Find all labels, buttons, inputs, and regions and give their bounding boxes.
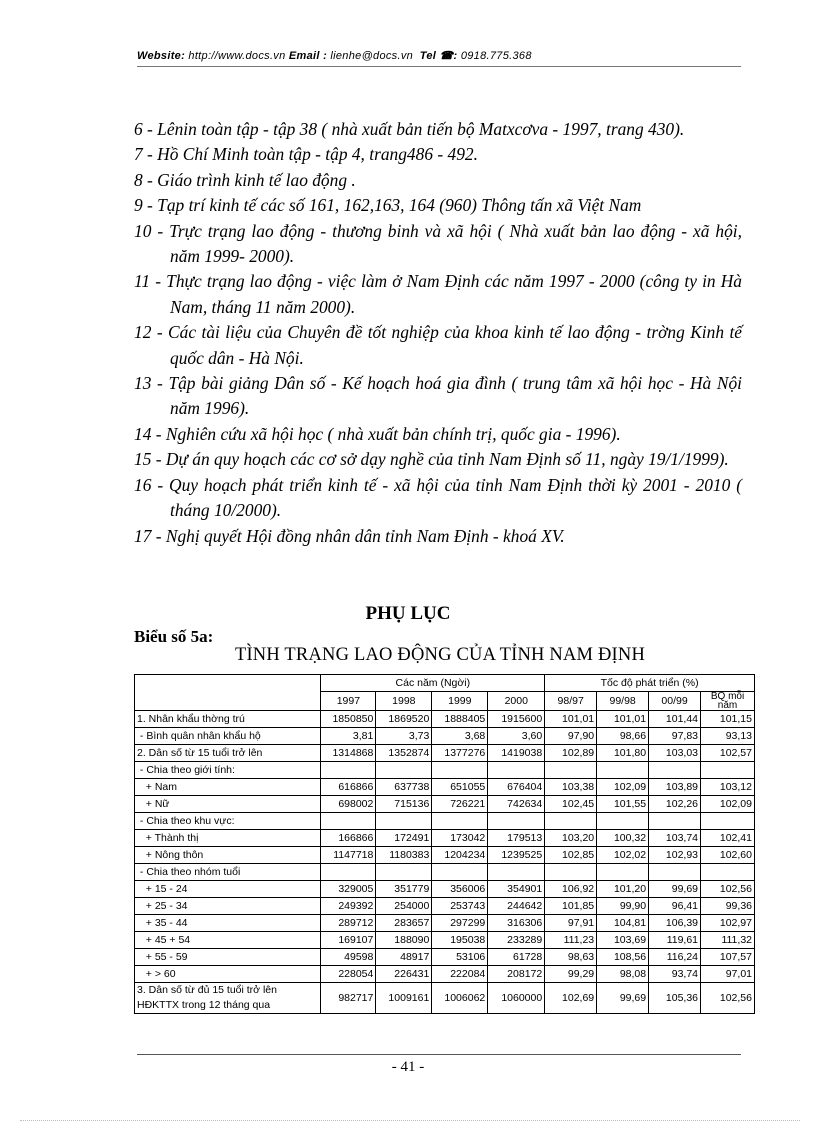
row-value: 98,63 (545, 949, 597, 966)
row-value (545, 864, 597, 881)
row-value: 102,93 (649, 847, 701, 864)
row-value: 101,20 (597, 881, 649, 898)
row-value (488, 813, 545, 830)
row-value: 1850850 (321, 711, 376, 728)
year-header: 1999 (432, 692, 488, 711)
row-value: 101,44 (649, 711, 701, 728)
row-value: 103,03 (649, 745, 701, 762)
reference-item: 10 - Trực trạng lao động - thương binh và xã hội ( Nhà xuất bản lao động - xã hội, năm 1999- 2000). (134, 220, 742, 267)
email-address[interactable]: lienhe@docs.vn (330, 50, 414, 62)
row-value: 297299 (432, 915, 488, 932)
row-value: 742634 (488, 796, 545, 813)
row-value: 1180383 (376, 847, 432, 864)
row-value: 102,56 (701, 983, 755, 1014)
row-value: 99,90 (597, 898, 649, 915)
row-value: 715136 (376, 796, 432, 813)
row-value: 244642 (488, 898, 545, 915)
row-value: 99,69 (597, 983, 649, 1014)
row-value: 1915600 (488, 711, 545, 728)
row-value: 108,56 (597, 949, 649, 966)
table-row (135, 711, 755, 728)
row-value (701, 762, 755, 779)
row-value (488, 864, 545, 881)
row-value: 233289 (488, 932, 545, 949)
row-value: 97,91 (545, 915, 597, 932)
row-value: 329005 (321, 881, 376, 898)
row-value (649, 864, 701, 881)
row-value: 173042 (432, 830, 488, 847)
row-value: 254000 (376, 898, 432, 915)
row-value: 356006 (432, 881, 488, 898)
row-value: 102,85 (545, 847, 597, 864)
row-value (432, 813, 488, 830)
row-label: 2. Dân số từ 15 tuổi trở lên (135, 745, 321, 762)
row-value: 102,09 (597, 779, 649, 796)
row-value: 166866 (321, 830, 376, 847)
row-value: 3,81 (321, 728, 376, 745)
row-value: 99,69 (649, 881, 701, 898)
header-blank (135, 675, 321, 711)
row-value (649, 813, 701, 830)
row-label: - Chia theo giới tính: (135, 762, 321, 779)
row-value: 101,15 (701, 711, 755, 728)
row-value: 97,90 (545, 728, 597, 745)
row-value (376, 864, 432, 881)
row-value: 208172 (488, 966, 545, 983)
row-value: 1006062 (432, 983, 488, 1014)
row-value: 119,61 (649, 932, 701, 949)
row-value: 169107 (321, 932, 376, 949)
row-value: 102,09 (701, 796, 755, 813)
row-label: 1. Nhân khẩu thờng trú (135, 711, 321, 728)
row-value: 283657 (376, 915, 432, 932)
row-value: 195038 (432, 932, 488, 949)
reference-item: 7 - Hồ Chí Minh toàn tập - tập 4, trang486 - 492. (134, 144, 478, 165)
row-value: 316306 (488, 915, 545, 932)
reference-item: 9 - Tạp trí kinh tế các số 161, 162,163, 164 (960) Thông tấn xã Việt Nam (134, 195, 642, 216)
table-row (135, 813, 755, 830)
email-label: Email : (288, 50, 328, 62)
row-value: 1888405 (432, 711, 488, 728)
row-value: 101,55 (597, 796, 649, 813)
row-value: 188090 (376, 932, 432, 949)
row-value: 48917 (376, 949, 432, 966)
row-value: 99,29 (545, 966, 597, 983)
row-value: 676404 (488, 779, 545, 796)
row-label: + > 60 (135, 966, 321, 983)
row-value (597, 864, 649, 881)
row-label: + 35 - 44 (135, 915, 321, 932)
row-value: 103,74 (649, 830, 701, 847)
growth-header: 98/97 (545, 692, 597, 711)
row-value (432, 864, 488, 881)
row-value: 3,73 (376, 728, 432, 745)
row-value: 96,41 (649, 898, 701, 915)
row-value: 1419038 (488, 745, 545, 762)
table-row (135, 966, 755, 983)
row-label: + 55 - 59 (135, 949, 321, 966)
tel-label: Tel ☎: (419, 50, 458, 62)
row-value: 179513 (488, 830, 545, 847)
website-url[interactable]: http://www.docs.vn (188, 50, 286, 62)
group-years-header: Các năm (Ngời) (321, 675, 545, 692)
row-value (432, 762, 488, 779)
row-value: 101,80 (597, 745, 649, 762)
table-row (135, 847, 755, 864)
row-value (701, 813, 755, 830)
table-row (135, 915, 755, 932)
row-value: 101,85 (545, 898, 597, 915)
table-label: Biểu số 5a: (134, 627, 214, 646)
row-value: 3,68 (432, 728, 488, 745)
row-value (376, 762, 432, 779)
table-row (135, 898, 755, 915)
group-growth-header: Tốc độ phát triển (%) (545, 675, 755, 692)
year-header: 1997 (321, 692, 376, 711)
row-value: 249392 (321, 898, 376, 915)
reference-item: 12 - Các tài liệu của Chuyên đề tốt nghiệp của khoa kinh tế lao động - trờng Kinh tế quốc dân - Hà Nội. (134, 322, 742, 368)
footer-divider (137, 1054, 741, 1055)
row-value: 1352874 (376, 745, 432, 762)
page-edge (20, 1120, 800, 1121)
row-value: 1314868 (321, 745, 376, 762)
row-label: - Bình quân nhân khẩu hộ (135, 728, 321, 745)
row-value: 726221 (432, 796, 488, 813)
row-value: 698002 (321, 796, 376, 813)
growth-header: 00/99 (649, 692, 701, 711)
row-value: 105,36 (649, 983, 701, 1014)
row-value: 106,92 (545, 881, 597, 898)
reference-item: 6 - Lênin toàn tập - tập 38 ( nhà xuất bản tiến bộ Matxcơva - 1997, trang 430). (134, 119, 685, 139)
row-value: 93,74 (649, 966, 701, 983)
row-value: 111,23 (545, 932, 597, 949)
row-value: 1239525 (488, 847, 545, 864)
table-row (135, 881, 755, 898)
row-value: 103,38 (545, 779, 597, 796)
table-row (135, 932, 755, 949)
reference-item: 11 - Thực trạng lao động - việc làm ở Nam Định các năm 1997 - 2000 (công ty in Hà Nam, tháng 11 năm 2000). (134, 271, 742, 317)
row-value: 103,12 (701, 779, 755, 796)
row-value (545, 762, 597, 779)
year-header: 1998 (376, 692, 432, 711)
row-value: 101,01 (545, 711, 597, 728)
row-label: + Thành thị (135, 830, 321, 847)
row-value: 49598 (321, 949, 376, 966)
row-value: 1377276 (432, 745, 488, 762)
row-value: 289712 (321, 915, 376, 932)
row-value: 102,56 (701, 881, 755, 898)
row-value: 3,60 (488, 728, 545, 745)
website-label: Website: (137, 50, 186, 62)
row-value: 116,24 (649, 949, 701, 966)
row-value (488, 762, 545, 779)
row-value: 61728 (488, 949, 545, 966)
table-row (135, 762, 755, 779)
table-row (135, 864, 755, 881)
row-value: 637738 (376, 779, 432, 796)
row-value (545, 813, 597, 830)
row-value: 253743 (432, 898, 488, 915)
page-header (137, 49, 532, 62)
table-row (135, 830, 755, 847)
row-value: 97,83 (649, 728, 701, 745)
row-value: 616866 (321, 779, 376, 796)
row-label: + 15 - 24 (135, 881, 321, 898)
row-value: 1009161 (376, 983, 432, 1014)
row-value (321, 864, 376, 881)
row-value: 102,02 (597, 847, 649, 864)
table-title: TÌNH TRẠNG LAO ĐỘNG CỦA TỈNH NAM ĐỊNH (234, 645, 646, 665)
page-number: - 41 - (391, 1059, 425, 1075)
row-value (376, 813, 432, 830)
row-label: - Chia theo khu vực: (135, 813, 321, 830)
row-value: 98,08 (597, 966, 649, 983)
table-header-row (135, 675, 755, 692)
row-value: 102,89 (545, 745, 597, 762)
table-row (135, 728, 755, 745)
row-value: 1060000 (488, 983, 545, 1014)
row-label: + 45 + 54 (135, 932, 321, 949)
row-value: 1204234 (432, 847, 488, 864)
row-value (597, 762, 649, 779)
row-value: 106,39 (649, 915, 701, 932)
row-value (597, 813, 649, 830)
row-value: 651055 (432, 779, 488, 796)
row-value: 93,13 (701, 728, 755, 745)
row-value: 107,57 (701, 949, 755, 966)
row-value: 98,66 (597, 728, 649, 745)
row-label: + Nông thôn (135, 847, 321, 864)
row-label: 3. Dân số từ đủ 15 tuổi trở lên HĐKTTX trong 12 tháng qua (135, 983, 321, 1014)
row-label: + 25 - 34 (135, 898, 321, 915)
year-header: 2000 (488, 692, 545, 711)
row-value: 228054 (321, 966, 376, 983)
row-value: 1147718 (321, 847, 376, 864)
appendix-title: PHỤ LỤC (365, 603, 451, 624)
row-value (649, 762, 701, 779)
row-value: 103,20 (545, 830, 597, 847)
reference-item: 8 - Giáo trình kinh tế lao động . (134, 169, 356, 190)
row-value: 102,69 (545, 983, 597, 1014)
row-value: 104,81 (597, 915, 649, 932)
growth-header: 99/98 (597, 692, 649, 711)
row-value: 102,60 (701, 847, 755, 864)
reference-list (134, 117, 742, 549)
table-row (135, 796, 755, 813)
row-value (321, 813, 376, 830)
row-label: + Nam (135, 779, 321, 796)
reference-item: 16 - Quy hoạch phát triển kinh tế - xã hội của tỉnh Nam Định thời kỳ 2001 - 2010 ( tháng 10/2000). (134, 474, 742, 521)
growth-header: BQ mỗi năm (701, 692, 755, 711)
row-value: 354901 (488, 881, 545, 898)
reference-item: 17 - Nghị quyết Hội đồng nhân dân tỉnh Nam Định - khoá XV. (134, 525, 565, 546)
table-row (135, 983, 755, 1014)
row-value: 1869520 (376, 711, 432, 728)
header-divider (137, 66, 741, 67)
row-value: 102,41 (701, 830, 755, 847)
row-value: 101,01 (597, 711, 649, 728)
row-value: 103,89 (649, 779, 701, 796)
row-value: 53106 (432, 949, 488, 966)
reference-item: 15 - Dự án quy hoạch các cơ sở dạy nghề của tỉnh Nam Định số 11, ngày 19/1/1999). (134, 449, 729, 470)
row-value (701, 864, 755, 881)
row-value: 102,57 (701, 745, 755, 762)
reference-item: 13 - Tập bài giảng Dân số - Kế hoạch hoá gia đình ( trung tâm xã hội học - Hà Nội năm 1996). (134, 373, 742, 419)
row-value: 172491 (376, 830, 432, 847)
row-value: 111,32 (701, 932, 755, 949)
row-value: 102,97 (701, 915, 755, 932)
row-value: 226431 (376, 966, 432, 983)
row-value: 102,45 (545, 796, 597, 813)
row-label: + Nữ (135, 796, 321, 813)
row-value: 100,32 (597, 830, 649, 847)
row-value (321, 762, 376, 779)
row-value: 982717 (321, 983, 376, 1014)
table-row (135, 949, 755, 966)
table-row (135, 745, 755, 762)
row-value: 97,01 (701, 966, 755, 983)
reference-item: 14 - Nghiên cứu xã hội học ( nhà xuất bản chính trị, quốc gia - 1996). (134, 423, 621, 444)
tel-number: 0918.775.368 (460, 50, 532, 62)
table-row (135, 779, 755, 796)
row-value: 222084 (432, 966, 488, 983)
row-value: 103,69 (597, 932, 649, 949)
row-label: - Chia theo nhóm tuổi (135, 864, 321, 881)
row-value: 99,36 (701, 898, 755, 915)
labor-table (134, 674, 755, 1014)
row-value: 102,26 (649, 796, 701, 813)
row-value: 351779 (376, 881, 432, 898)
